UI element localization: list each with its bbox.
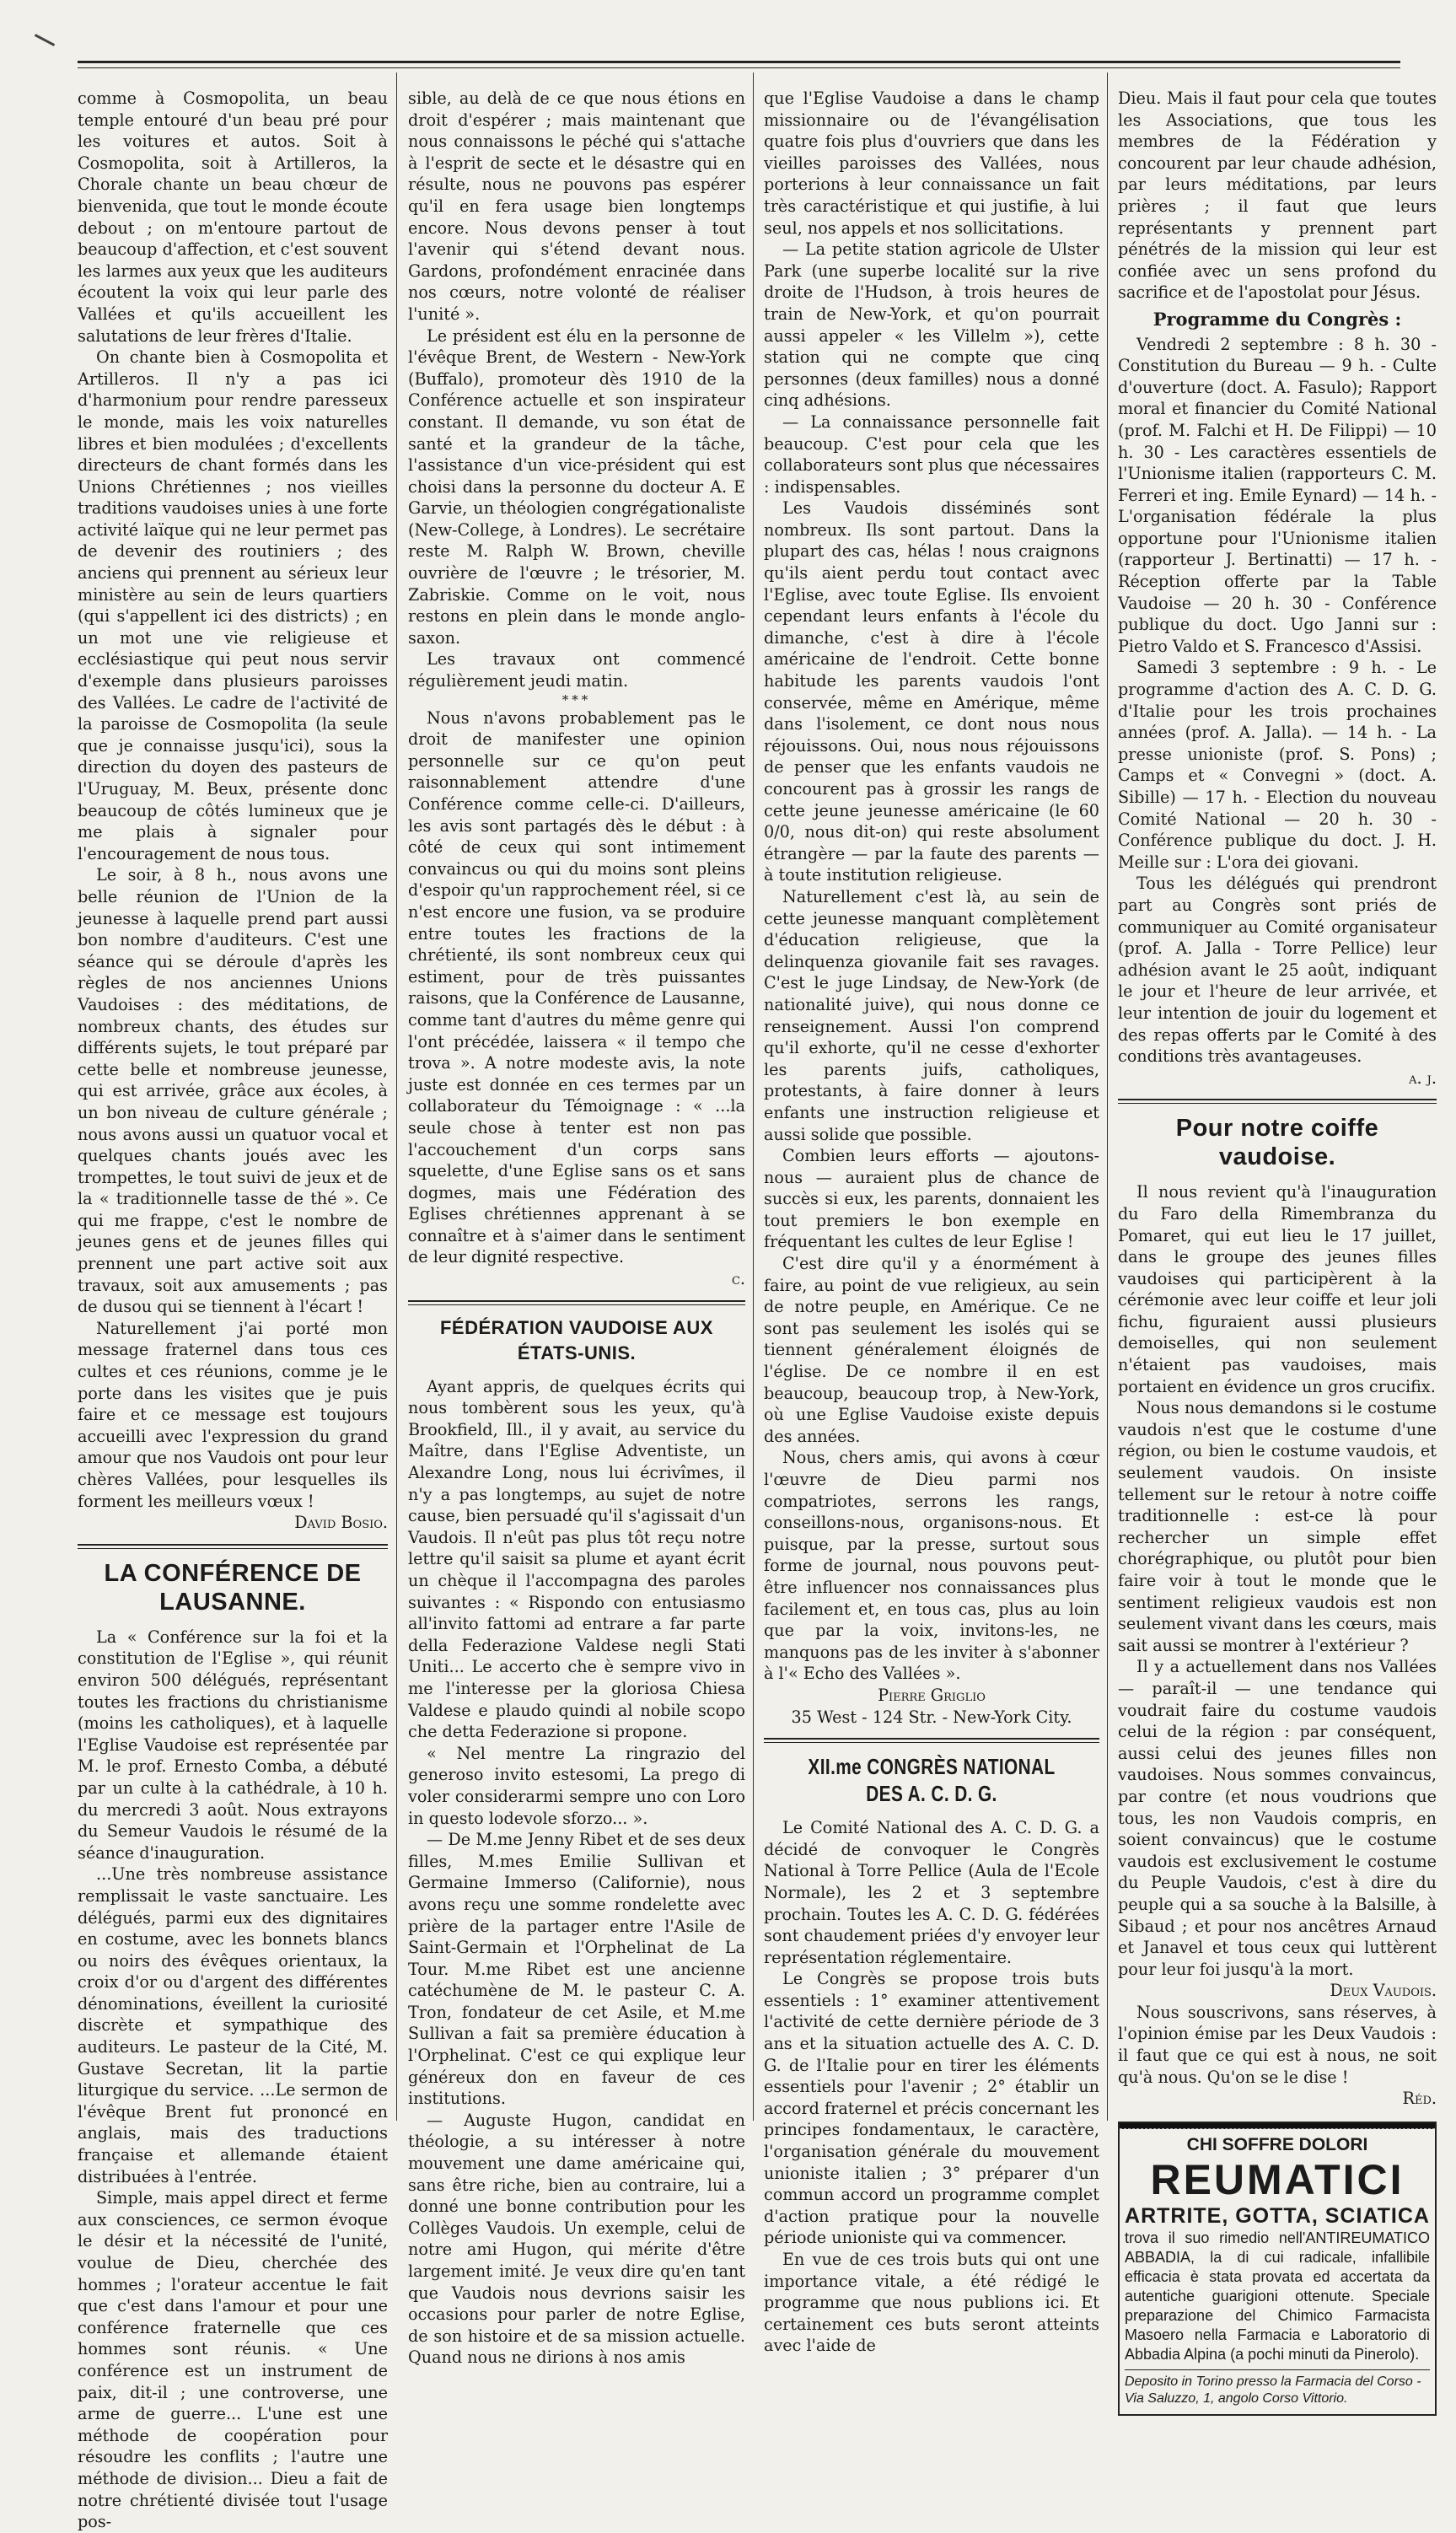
paragraph: Nous, chers amis, qui avons à cœur l'œuvre de Dieu parmi nos compatriotes, serrons les rangs, conseillons-nous, organisons-nous. Et puisque, par la presse, surtout sous forme de journal, nous pouvons peut-être influencer nos connaissances plus facilement et, en tous cas, plus au loin que par la voix, invitons-les, ne manquons pas de les inviter à s'abonner à l'« Echo des Vallées ». (764, 1448, 1099, 1684)
paragraph: Le président est élu en la personne de l'évêque Brent, de Western - New-York (Buffalo), promoteur dès 1910 de la Conférence actuelle et son inspirateur constant. Il demande, vu son état de santé et la grandeur de la tâche, l'assistance d'un vice-président qui est choisi dans la personne du docteur A. E Garvie, un théologien congrégationaliste (New-College, à Londres). Le secrétaire reste M. Ralph W. Brown, cheville ouvrière de l'œuvre ; le trésorier, M. Zabriskie. Comme on le voit, nous restons en plein dans le monde anglo-saxon. (408, 325, 745, 648)
top-rule-thin (78, 67, 1400, 68)
paragraph: Combien leurs efforts — ajoutons-nous — auraient plus de chance de succès si eux, les parents, donnaient les tout premiers le bon exemple en fréquentant les cultes de leur Eglise ! (764, 1146, 1099, 1252)
paragraph: C'est dire qu'il y a énormément à faire, au point de vue religieux, au sein de notre peuple, en Amérique. Ce ne sont pas seulement les isolés qui se tiennent généralement éloignés de l'église. De ce nombre il en est beaucoup, beaucoup trop, à New-York, où une Eglise Vaudoise existe depuis des années. (764, 1254, 1099, 1446)
paragraph: Simple, mais appel direct et ferme aux consciences, ce sermon évoque le désir et la nécessité de l'unité, voulue de Dieu, cherchée des hommes ; l'orateur accentue le fait que c'est dans l'amour et pour une conférence fraternelle que ces hommes sont réunis. « Une conférence est un instrument de paix, dit-il ; une controverse, une arme de guerre... L'une est une méthode de coopération pour résoudre les conflits ; l'autre une méthode de division... Dieu a fait de notre chrétienté divisée tout l'usage pos- (78, 2188, 388, 2532)
top-rule (78, 61, 1400, 63)
ad-line: CHI SOFFRE DOLORI (1186, 2134, 1368, 2154)
column-separator (1107, 73, 1108, 2121)
divider (78, 1544, 388, 1549)
ad-footer: Deposito in Torino presso la Farmacia del Corso - Via Saluzzo, 1, angolo Corso Vittorio. (1125, 2369, 1430, 2407)
paragraph: Tous les délégués qui prendront part au Congrès sont priés de communiquer au Comité organisateur (prof. A. Jalla - Torre Pellice) leur adhésion avant le 25 août, indiquant le jour et l'heure de leur arrivée, et leur intention de jouir du logement et des repas offerts par le Comité à des conditions très avantageuses. (1118, 874, 1437, 1067)
paragraph: Naturellement j'ai porté mon message fraternel dans tous ces cultes et ces réunions, comme je le porte dans les visites que je puis faire et ce message est toujours accueilli avec l'expression du grand amour que nos Vaudois ont pour leur chères Vallées, pour lesquelles ils forment les meilleurs vœux ! (78, 1318, 388, 1511)
paragraph: « Nel mentre La ringrazio del generoso invito estesomi, La prego di voler considerarmi sempre uno con Loro in questo lodevole sforzo... ». (408, 1743, 745, 1828)
ad-title: REUMATICI (1150, 2155, 1405, 2203)
signature: Deux Vaudois. (1330, 1981, 1437, 2001)
paragraph: La « Conférence sur la foi et la constitution de l'Eglise », qui réunit environ 500 délégués, représentant toutes les fractions du christianisme (moins les catholiques), et à laquelle l'Eglise Vaudoise est représentée par M. le prof. Ernesto Comba, a débuté par un culte à la cathédrale, à 10 h. du mercredi 3 août. Nous extrayons du Semeur Vaudois le résumé de la séance d'inauguration. (78, 1627, 388, 1863)
column-separator (753, 73, 754, 2121)
signature: David Bosio. (294, 1513, 388, 1533)
column-4 (1118, 88, 1437, 2406)
paragraph: — La petite station agricole de Ulster Park (une superbe localité sur la rive droite de l'Hudson, à trois heures de train de New-York, et qu'on pourrait aussi appeler « les Villelm »), cette station qui ne compte que cinq personnes (deux familles) nous a donné cinq adhésions. (764, 239, 1099, 411)
article-heading: Pour notre coiffe vaudoise. (1175, 1115, 1379, 1171)
column-separator (396, 73, 397, 2121)
column-2 (408, 88, 745, 2368)
paragraph: Dieu. Mais il faut pour cela que toutes les Associations, que tous les membres de la Fédération y concourent par leur chaude adhésion, par leurs méditations, par leurs prières ; il faut que leurs représentants y prennent part pénétrés de la mission qui leur est confiée avec un sens profond du sacrifice et de l'apostolat pour Jésus. (1118, 89, 1437, 303)
paragraph: Le soir, à 8 h., nous avons une belle réunion de l'Union de la jeunesse à laquelle prend part aussi bon nombre d'auditeurs. C'est une séance qui se déroule d'après les règles de nos anciennes Unions Vaudoises : des méditations, de nombreux chants, des études sur différents sujets, le tout préparé par cette belle et nombreuse jeunesse, qui est arrivée, grâce aux écoles, à un bon niveau de culture générale ; nous avons aussi un quatuor vocal et quelques chants joués avec les trompettes, le tout suivi de jeux et de la « traditionnelle tasse de thé ». Ce qui me frappe, c'est le nombre de jeunes gens et de jeunes filles qui prennent une part active soit aux travaux, soit aux amusements ; pas de dusou qui se tiennent à l'écart ! (78, 865, 388, 1317)
paragraph: Le Congrès se propose trois buts essentiels : 1° examiner attentivement l'activité de cette dernière période de 3 ans et la situation actuelle des A. C. D. G. de l'Italie pour en tirer les éléments essentiels pour l'avenir ; 2° établir un accord fraternel et précis concernant les principes fondamentaux, le caractère, l'organisation générale du mouvement unioniste italien ; 3° préparer d'un commun accord un programme complet d'action pratique pour la nouvelle période unioniste qui va commencer. (764, 1969, 1099, 2248)
paragraph: Nous n'avons probablement pas le droit de manifester une opinion personnelle sur ce qu'on peut raisonnablement attendre d'une Conférence comme celle-ci. D'ailleurs, les avis sont partagés dès le début : à côté de ceux qui sont intimement convaincus ou qui du moins sont pleins d'espoir qu'un rapprochement réel, si ce n'est encore une fusion, va se produire entre toutes les fractions de la chrétienté, ils sont nombreux ceux qui estiment, pour de très puissantes raisons, que la Conférence de Lausanne, comme tant d'autres du même genre qui l'ont précédée, laissera « il tempo che trova ». A notre modeste avis, la note juste est donnée en ces termes par un collaborateur du Témoignage : « ...la seule chose à tenter est non pas l'accouchement d'un corps sans squelette, d'une Eglise sans os et sans dogmes, mais une Fédération des Eglises chrétiennes apprenant à se connaître et à s'aimer dans le sentiment de leur dignité respective. (408, 707, 745, 1267)
ad-border-band (1120, 2123, 1435, 2129)
paragraph: sible, au delà de ce que nous étions en droit d'espérer ; mais maintenant que nous connaissons le péché qui s'attache à l'esprit de secte et le désastre qui en résulte, nous ne pouvons pas espérer qu'il en fera usage bien longtemps encore. Nous devons penser à tout l'avenir qui s'étend devant nous. Gardons, profondément enracinée dans nos cœurs, notre volonté de réaliser l'unité ». (408, 89, 745, 324)
column-1 (78, 88, 388, 2532)
divider (408, 1300, 745, 1305)
article-heading: LA CONFÉRENCE DE LAUSANNE. (104, 1559, 362, 1616)
corner-mark (35, 34, 55, 46)
paragraph: Les Vaudois disséminés sont nombreux. Ils sont partout. Dans la plupart des cas, hélas ! nous craignons qu'ils aient perdu tout contact avec l'Eglise, avec toute Eglise. Ils envoient cependant leurs enfants à l'école du dimanche, c'est à dire à l'école américaine de l'endroit. Cette bonne habitude les parents vaudois l'ont conservée, même en Amérique, même dans l'isolement, ce dont nous nous réjouissons. Oui, nous nous réjouissons de penser que les enfants vaudois ne concourent pas à grossir les rangs de cette jeune jeunesse américaine (le 60 0/0, nous dit-on) qui reste absolument étrangère — par la faute des parents — à toute institution religieuse. (764, 498, 1099, 885)
paragraph: On chante bien à Cosmopolita et Artilleros. Il n'y a pas ici d'harmonium pour rendre paresseux le monde, mais les voix naturelles libres et bien modulées ; d'excellents directeurs de chant formés dans les Unions Chrétiennes ; nos vieilles traditions vaudoises unies à une forte activité laïque qui ne leur permet pas de devenir des routiniers ; des anciens qui prennent au sérieux leur ministère au sein de leurs quartiers (qui s'appellent ici des districts) ; en un mot une vie religieuse et ecclésiastique qui peut nous servir d'exemple dans plusieurs paroisses des Vallées. Le cadre de l'activité de la paroisse de Cosmopolita (la seule que je connaisse jusqu'ici), sous la direction du doyen des pasteurs de l'Uruguay, M. Beux, présente donc beaucoup de côtés lumineux que je me plais à signaler pour l'encouragement de nous tous. (78, 347, 388, 863)
paragraph: Samedi 3 septembre : 9 h. - Le programme d'action des A. C. D. G. d'Italie pour les trois prochaines années (prof. A. Jalla). — 14 h. - La presse unioniste (prof. S. Pons) ; Camps et « Convegni » (doct. A. Sibille) — 17 h. - Election du nouveau Comité National — 20 h. 30 - Conférence publique du doct. J. H. Meille sur : L'ora dei giovani. (1118, 658, 1437, 872)
signature: Réd. (1402, 2089, 1437, 2109)
subheading: Programme du Congrès : (1152, 308, 1402, 330)
paragraph: — Auguste Hugon, candidat en théologie, a su intéresser à notre mouvement une dame américaine qui, sans être riche, bien au contraire, lui a donné une bonne contribution pour les Collèges Vaudois. Un exemple, celui de notre ami Hugon, qui mérite d'être largement imité. Je veux dire qu'en tant que Vaudois nous devrions saisir les occasions pour parler de notre Eglise, de son histoire et de sa mission actuelle. Quand nous ne dirions à nos amis (408, 2110, 745, 2368)
paragraph: — De M.me Jenny Ribet et de ses deux filles, M.mes Emilie Sullivan et Germaine Immerso (Californie), nous avons reçu une somme rondelette avec prière de la partager entre l'Asile de Saint-Germain et l'Orphelinat de La Tour. M.me Ribet est une ancienne catéchumène de M. le pasteur C. A. Tron, fondateur de cet Asile, et M.me Sullivan a fait sa première éducation à l'Orphelinat. C'est ce qui explique leur généreux don en faveur de ces institutions. (408, 1830, 745, 2109)
paragraph: Le Comité National des A. C. D. G. a décidé de convoquer le Congrès National à Torre Pellice (Aula de l'Ecole Normale), les 2 et 3 septembre prochain. Toutes les A. C. D. G. fédérées sont chaudement priées d'y envoyer leur représentation réglementaire. (764, 1818, 1099, 1967)
paragraph: ...Une très nombreuse assistance remplissait le vaste sanctuaire. Les délégués, parmi eux des dignitaires en costume, avec les bonnets blancs ou noirs des évêques orientaux, la croix d'or ou d'argent des différentes dénominations, éveillent la curiosité discrète et sympathique des auditeurs. Le pasteur de la Cité, M. Gustave Secretan, lit la partie liturgique du service. ...Le sermon de l'évêque Brent fut prononcé en anglais, mais des traductions française et allemande étaient distribuées à l'entrée. (78, 1864, 388, 2186)
article-heading: FÉDÉRATION VAUDOISE AUX ÉTATS-UNIS. (439, 1316, 713, 1363)
address: 35 West - 124 Str. - New-York City. (791, 1707, 1072, 1727)
paragraph: Ayant appris, de quelques écrits qui nous tombèrent sous les yeux, qu'à Brookfield, Ill., il y avait, au service du Maître, dans l'Eglise Adventiste, un Alexandre Long, nous lui écrivîmes, il n'y a pas longtemps, au sujet de notre cause, bien persuadé qu'il s'agissait d'un Vaudois. Il n'eût pas plus tôt reçu notre lettre qu'il saisit sa plume et ayant écrit un chèque il l'accompagna des paroles suivantes : « Rispondo con entusiasmo all'invito fattomi ad entrare a far parte della Federazione Valdese negli Stati Uniti... Le accerto che è sempre vivo in me l'interesse per la gloriosa Chiesa Valdese e plaudo quindi al nobile scopo che detta Federazione si propone. (408, 1376, 745, 1742)
advertisement (1118, 2122, 1437, 2416)
article-heading: XII.me CONGRÈS NATIONAL DES A. C. D. G. (808, 1754, 1056, 1807)
section-break: *** (561, 691, 592, 707)
paragraph: Il y a actuellement dans nos Vallées — paraît-il — une tendance qui voudrait faire du costume vaudois celui de la région : par conséquent, aussi celui des jeunes filles non vaudoises. Nous sommes convaincus, par contre (et nous voudrions que tous, les non Vaudois compris, en soient convaincus) que le costume vaudois est exclusivement le costume du Peuple Vaudois, c'est à dire du peuple qui a sa souche à la Balsille, à Sibaud ; et pour nos ancêtres Arnaud et Janavel et tous ceux qui luttèrent pour leur foi jusqu'à la mort. (1118, 1657, 1437, 1979)
paragraph: Il nous revient qu'à l'inauguration du Faro della Rimembranza du Pomaret, qui eut lieu le 17 juillet, dans le groupe des jeunes filles vaudoises qui participèrent à la cérémonie avec leur coiffe et leur joli fichu, figuraient aussi plusieurs demoiselles, qui non seulement n'étaient pas vaudoises, mais portaient en évidence un gros crucifix. (1118, 1182, 1437, 1396)
ad-body: trova il suo rimedio nell'ANTIREUMATICO ABBADIA, la di cui radicale, infallibile efficacia è stata provata ed accertata da autentiche guarigioni ottenute. Speciale preparazione del Chimico Farmacista Masoero nella Farmacia e Laboratorio di Abbadia Alpina (a pochi minuti da Pinerolo). (1125, 2229, 1430, 2363)
paragraph: Naturellement c'est là, au sein de cette jeunesse manquant complètement d'éducation religieuse, que la delinquenza giovanile fait ses ravages. C'est le juge Lindsay, de New-York (de nationalité juive), qui nous donne ce renseignement. Aussi l'on comprend qu'il exhorte, qu'il ne cesse d'exhorter les parents juifs, catholiques, protestants, à faire donner à leurs enfants une instruction religieuse et aussi solide que possible. (764, 886, 1099, 1144)
paragraph: En vue de ces trois buts qui ont une importance vitale, a été rédigé le programme que nous publions ici. Et certainement ces buts seront atteints avec l'aide de (764, 2250, 1099, 2356)
ad-line: ARTRITE, GOTTA, SCIATICA (1125, 2203, 1430, 2228)
divider (764, 1738, 1099, 1743)
signature: Pierre Griglio (878, 1685, 986, 1705)
paragraph: Vendredi 2 septembre : 8 h. 30 - Constitution du Bureau — 9 h. - Culte d'ouverture (doct. A. Fasulo); Rapport moral et financier du Comité National (prof. M. Falchi et H. De Filippi) — 10 h. 30 - Les caractères essentiels de l'Unionisme italien (rapporteurs C. M. Ferreri et ing. Emile Eynard) — 14 h. - L'organisation fédérale la plus opportune pour l'Unionisme italien (rapporteur J. Bertinatti) — 17 h. - Réception offerte par la Table Vaudoise — 20 h. 30 - Conférence publique du doct. Ugo Janni sur : Pietro Valdo et S. Francesco d'Assisi. (1118, 334, 1437, 656)
paragraph: Nous nous demandons si le costume vaudois n'est que le costume d'une région, ou bien le costume vaudois, et seulement vaudois. On insiste tellement sur le retour à notre coiffe traditionnelle : est-ce là pour rechercher un simple effet chorégraphique, ou plutôt pour bien faire voir à tout le monde que le sentiment religieux vaudois est non seulement vivant dans les cœurs, mais sait aussi se montrer à l'extérieur ? (1118, 1398, 1437, 1655)
paragraph: — La connaissance personnelle fait beaucoup. C'est pour cela que les collaborateurs sont plus que nécessaires : indispensables. (764, 411, 1099, 497)
signature: c. (731, 1269, 745, 1289)
column-3 (764, 88, 1099, 2356)
signature: a. j. (1409, 1068, 1437, 1088)
paragraph: Les travaux ont commencé régulièrement jeudi matin. (408, 649, 745, 691)
divider (1118, 1099, 1437, 1104)
paragraph: que l'Eglise Vaudoise a dans le champ missionnaire ou de l'évangélisation quatre fois plus d'ouvriers que dans les vieilles paroisses des Vallées, nous porterions à leur connaissance un fait très caractéristique et qui justifie, à lui seul, nos appels et nos sollicitations. (764, 89, 1099, 238)
paragraph: comme à Cosmopolita, un beau temple entouré d'un beau pré pour les voitures et autos. Soit à Cosmopolita, soit à Artilleros, la Chorale chante un beau chœur de bienvenida, que tout le monde écoute debout ; on m'entoure partout de beaucoup d'affection, et c'est souvent les larmes aux yeux que les auditeurs écoutent la voix qui leur parle des Vallées et qu'ils accueillent les salutations de leur frères d'Italie. (78, 89, 388, 346)
paragraph: Nous souscrivons, sans réserves, à l'opinion émise par les Deux Vaudois : il faut que ce qui est à nous, ne soit qu'à nous. Qu'on se le dise ! (1118, 2002, 1437, 2087)
